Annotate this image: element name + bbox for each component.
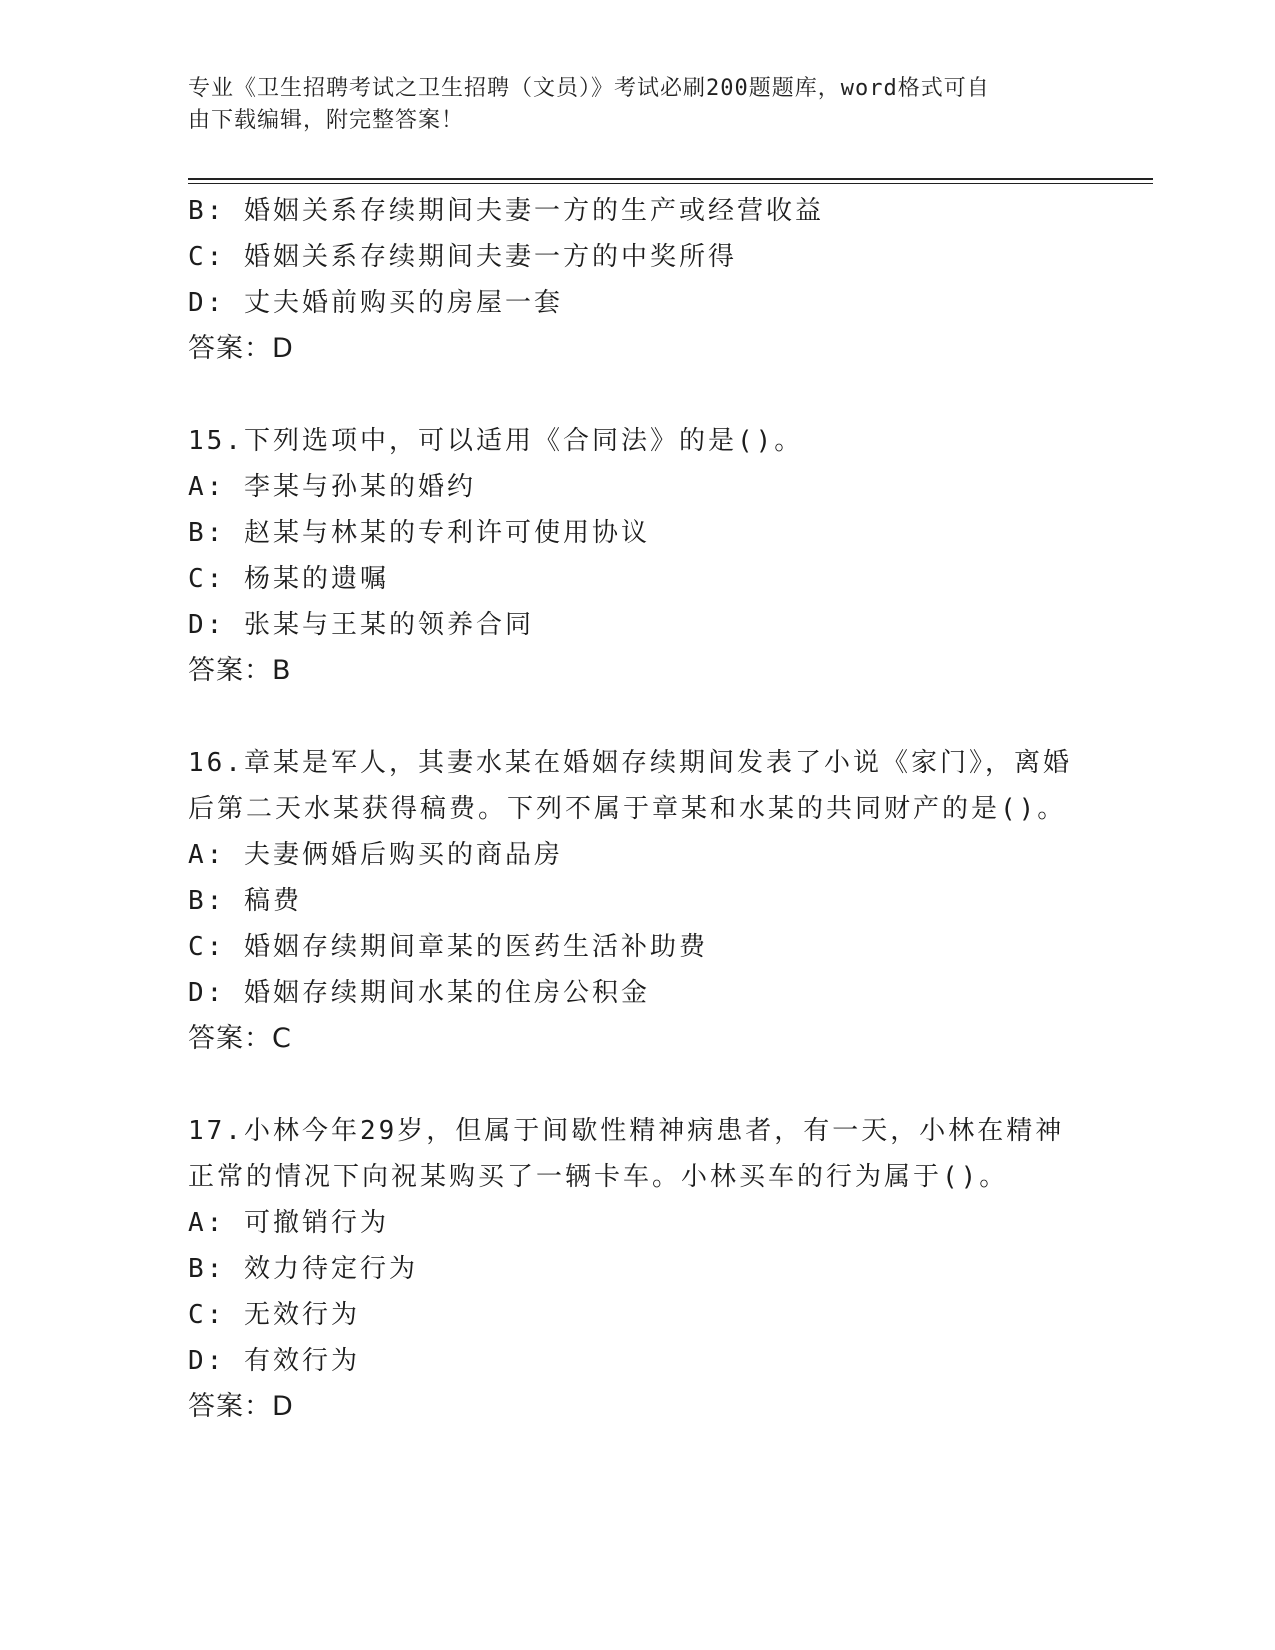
question-stem: 15.下列选项中，可以适用《合同法》的是()。 [188, 426, 804, 456]
option-c: C: 无效行为 [188, 1300, 360, 1330]
option-b: B: 赵某与林某的专利许可使用协议 [188, 518, 650, 548]
option-c: C: 杨某的遗嘱 [188, 564, 389, 594]
question-stem-line-1: 16.章某是军人，其妻水某在婚姻存续期间发表了小说《家门》，离婚 [188, 748, 1072, 778]
question-14 [188, 188, 1088, 372]
option-a: A: 可撤销行为 [188, 1208, 389, 1238]
answer: 答案：D [188, 333, 294, 364]
header-rule-thin [188, 183, 1153, 184]
option-c: C: 婚姻存续期间章某的医药生活补助费 [188, 932, 708, 962]
question-16 [188, 740, 1088, 1062]
question-17 [188, 1108, 1088, 1430]
document-header [188, 73, 1068, 137]
answer: 答案：D [188, 1391, 294, 1422]
option-b: B: 稿费 [188, 886, 302, 916]
question-stem-line-1: 17.小林今年29岁，但属于间歇性精神病患者，有一天，小林在精神 [188, 1116, 1065, 1146]
answer: 答案：C [188, 1023, 292, 1054]
option-c: C: 婚姻关系存续期间夫妻一方的中奖所得 [188, 242, 737, 272]
option-d: D: 丈夫婚前购买的房屋一套 [188, 288, 563, 318]
option-d: D: 有效行为 [188, 1346, 360, 1376]
option-d: D: 婚姻存续期间水某的住房公积金 [188, 978, 650, 1008]
option-d: D: 张某与王某的领养合同 [188, 610, 534, 640]
header-rule-thick [188, 178, 1153, 180]
question-stem-line-2: 后第二天水某获得稿费。下列不属于章某和水某的共同财产的是()。 [188, 794, 1067, 824]
option-b: B: 效力待定行为 [188, 1254, 418, 1284]
option-a: A: 夫妻俩婚后购买的商品房 [188, 840, 563, 870]
spacer [188, 372, 1088, 418]
question-15 [188, 418, 1088, 694]
header-line-1: 专业《卫生招聘考试之卫生招聘（文员）》考试必刷200题题库，word格式可自 [188, 76, 990, 101]
spacer [188, 694, 1088, 740]
answer: 答案：B [188, 655, 292, 686]
spacer [188, 1062, 1088, 1108]
option-a: A: 李某与孙某的婚约 [188, 472, 476, 502]
question-stem-line-2: 正常的情况下向祝某购买了一辆卡车。小林买车的行为属于()。 [188, 1162, 1009, 1192]
header-line-2: 由下载编辑，附完整答案！ [188, 108, 465, 133]
option-b: B: 婚姻关系存续期间夫妻一方的生产或经营收益 [188, 196, 824, 226]
question-list [188, 188, 1088, 1430]
